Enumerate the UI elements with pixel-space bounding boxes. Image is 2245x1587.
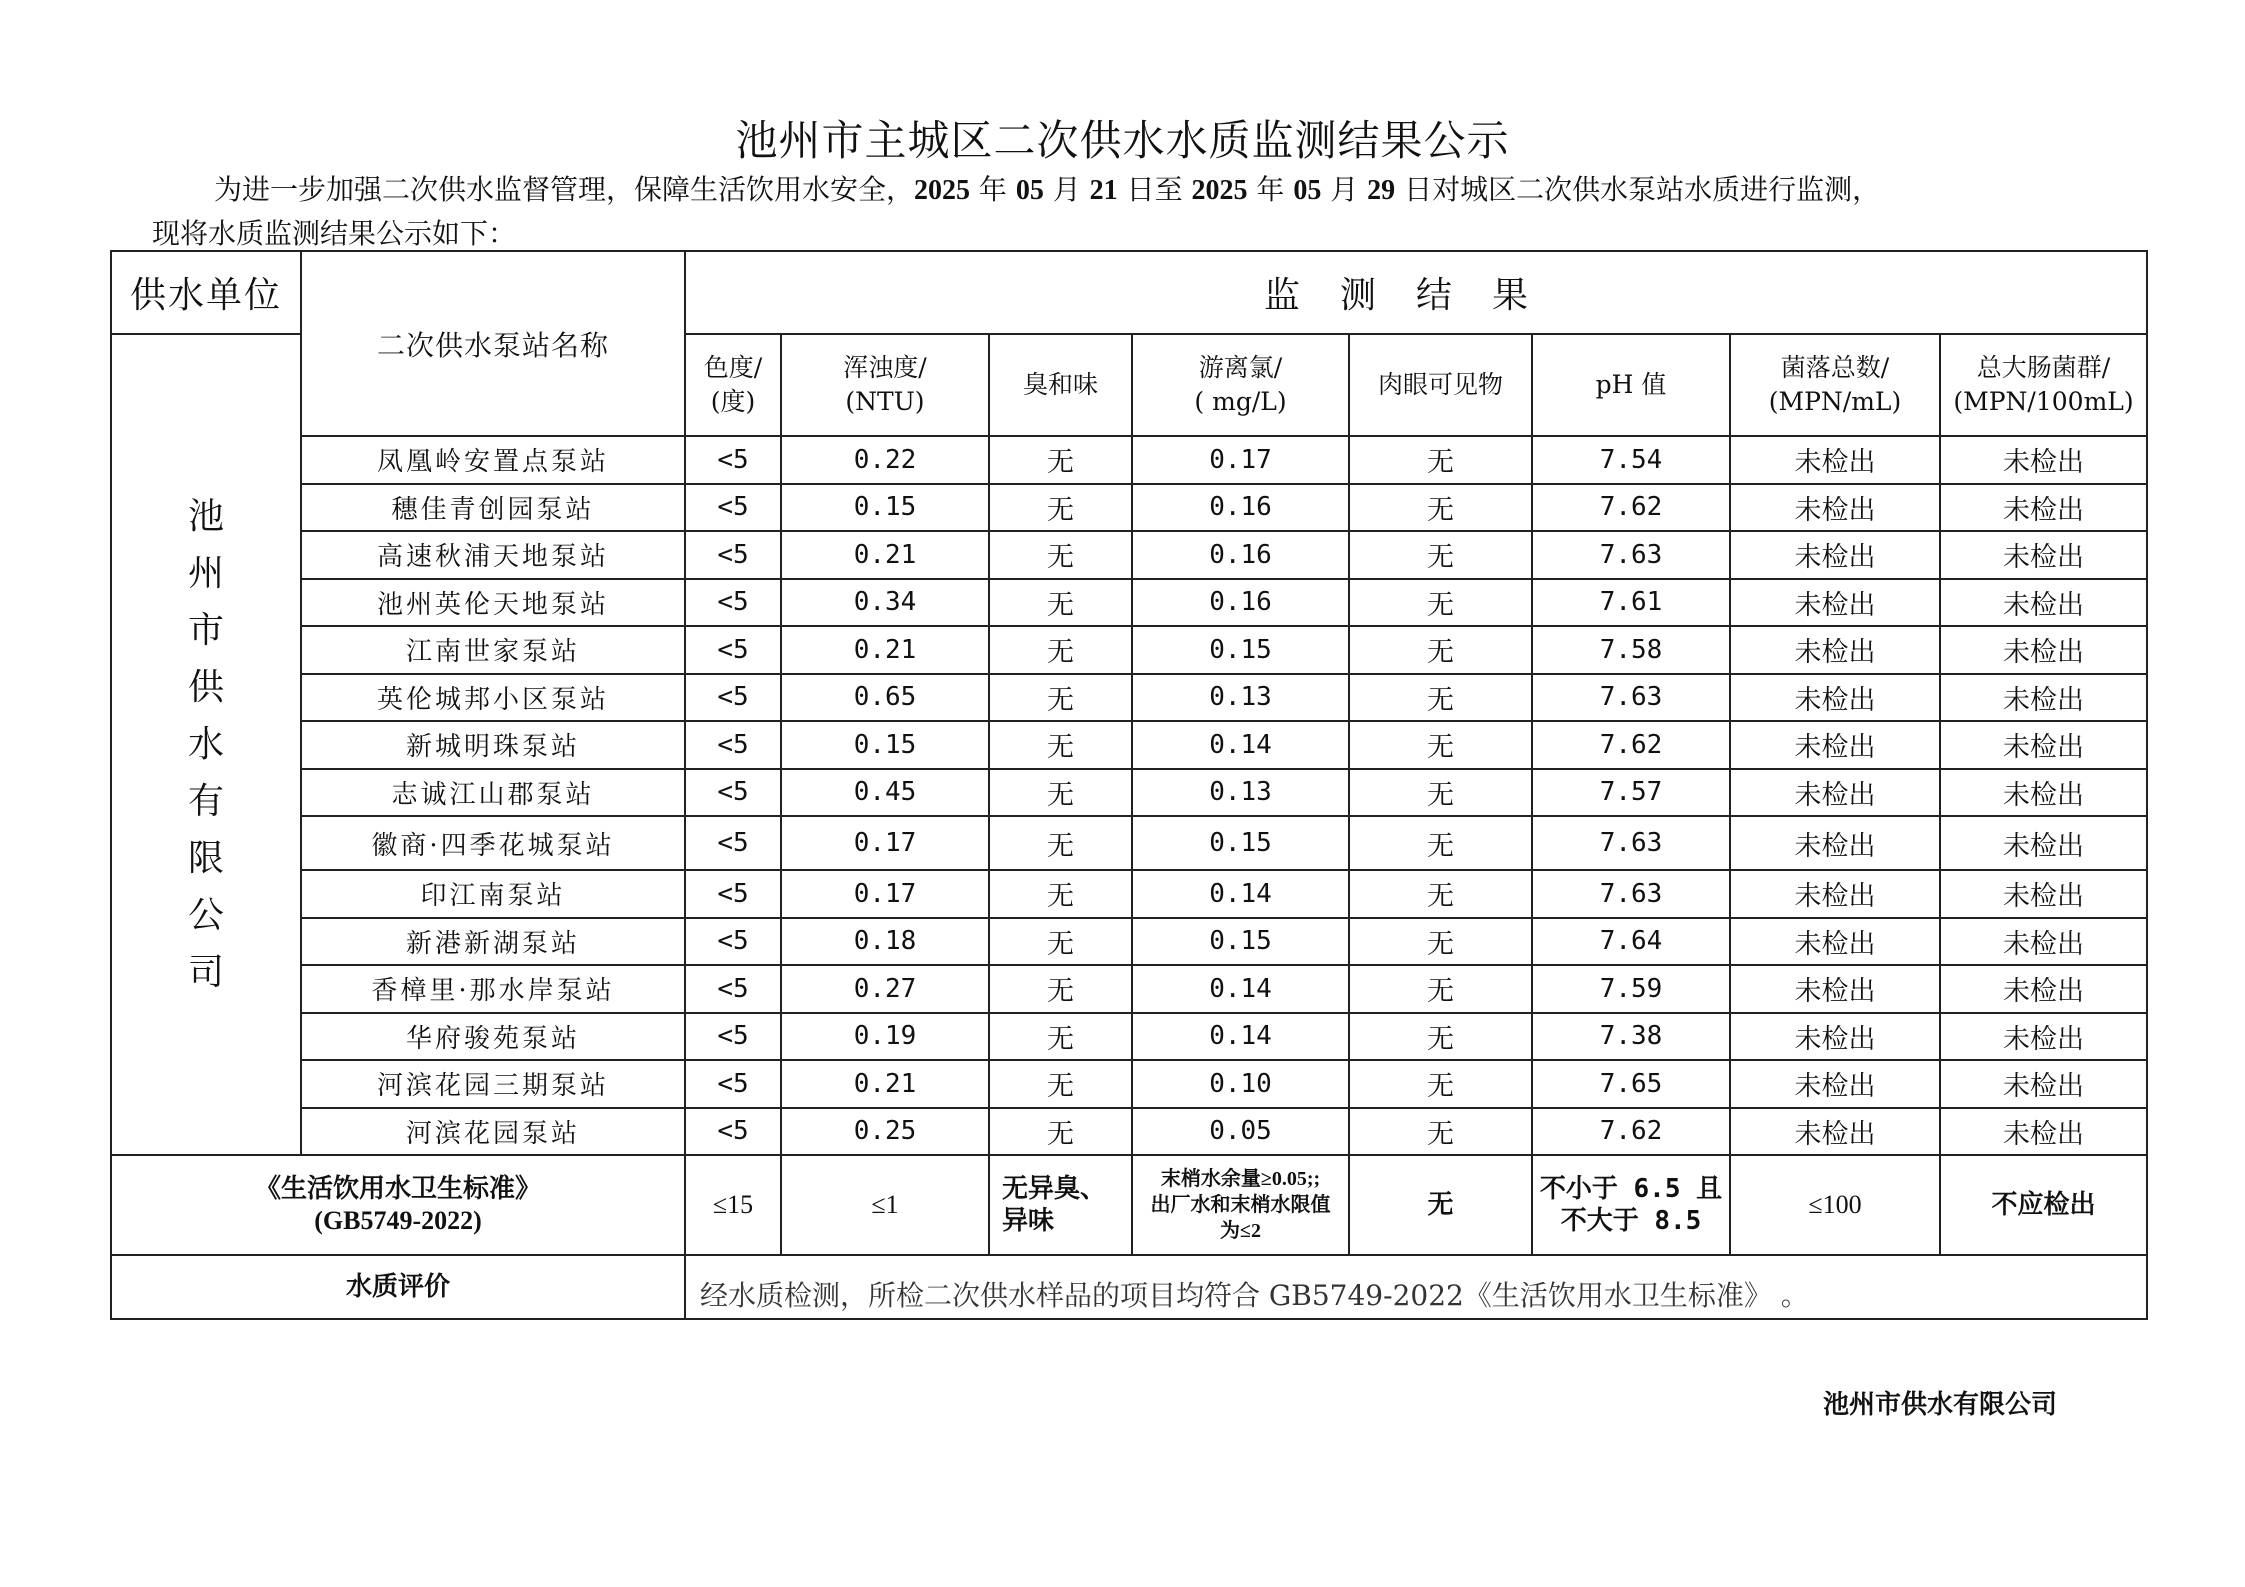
unit-name-char: 供 (187, 667, 224, 708)
cell-name: 河滨花园泵站 (301, 1108, 685, 1156)
cell-ph: 7.65 (1532, 1060, 1730, 1108)
evaluation-row (111, 1255, 2147, 1319)
table-row (111, 436, 2147, 484)
cell-odor: 无 (989, 579, 1132, 627)
cell-odor: 无 (989, 870, 1132, 918)
cell-coliform: 未检出 (1940, 674, 2147, 722)
cell-coliform: 未检出 (1940, 918, 2147, 966)
cell-turbidity: 0.27 (781, 965, 989, 1013)
cell-coliform: 未检出 (1940, 769, 2147, 817)
intro-text: 年 (1256, 173, 1285, 206)
cell-chlorine: 0.15 (1132, 626, 1349, 674)
table-row (111, 721, 2147, 769)
cell-bacteria: 未检出 (1730, 1013, 1940, 1061)
standard-color: ≤15 (685, 1155, 781, 1255)
table-row (111, 918, 2147, 966)
cell-name: 志诚江山郡泵站 (301, 769, 685, 817)
cell-chlorine: 0.16 (1132, 579, 1349, 627)
cell-coliform: 未检出 (1940, 721, 2147, 769)
standard-ph (1532, 1155, 1730, 1255)
intro-day-end: 29 (1367, 175, 1396, 206)
unit-name-char: 限 (187, 838, 224, 879)
cell-ph: 7.63 (1532, 531, 1730, 579)
cell-ph: 7.62 (1532, 484, 1730, 532)
standard-label-line-1: 《生活饮用水卫生标准》 (254, 1174, 541, 1203)
table-row (111, 1013, 2147, 1061)
standard-visible: 无 (1349, 1155, 1532, 1255)
column-header-line: 臭和味 (1022, 370, 1098, 399)
cell-chlorine: 0.05 (1132, 1108, 1349, 1156)
intro-text: 月 (1330, 173, 1359, 206)
cell-bacteria: 未检出 (1730, 816, 1940, 870)
cell-chlorine: 0.14 (1132, 721, 1349, 769)
cell-odor: 无 (989, 721, 1132, 769)
intro-text: 为进一步加强二次供水监督管理，保障生活饮用水安全， (214, 173, 915, 206)
standard-turbidity: ≤1 (781, 1155, 989, 1255)
cell-bacteria: 未检出 (1730, 1108, 1940, 1156)
column-header-line: (MPN/mL) (1768, 387, 1902, 416)
intro-text: 月 (1052, 173, 1081, 206)
cell-coliform: 未检出 (1940, 965, 2147, 1013)
cell-color: <5 (685, 674, 781, 722)
unit-name-cell (111, 334, 301, 1155)
column-header-line: 游离氯/ (1198, 353, 1283, 382)
cell-bacteria: 未检出 (1730, 965, 1940, 1013)
cell-ph: 7.62 (1532, 1108, 1730, 1156)
cell-odor: 无 (989, 436, 1132, 484)
column-header-line: 浑浊度/ (843, 353, 927, 382)
cell-coliform: 未检出 (1940, 1108, 2147, 1156)
cell-odor: 无 (989, 1108, 1132, 1156)
table-row (111, 579, 2147, 627)
cell-bacteria: 未检出 (1730, 721, 1940, 769)
cell-bacteria: 未检出 (1730, 484, 1940, 532)
cell-chlorine: 0.13 (1132, 674, 1349, 722)
cell-chlorine: 0.15 (1132, 816, 1349, 870)
cell-bacteria: 未检出 (1730, 579, 1940, 627)
cell-name: 香樟里·那水岸泵站 (301, 965, 685, 1013)
intro-text: 日至 (1126, 173, 1183, 206)
cell-coliform: 未检出 (1940, 436, 2147, 484)
cell-chlorine: 0.16 (1132, 531, 1349, 579)
cell-visible: 无 (1349, 1013, 1532, 1061)
unit-header: 供水单位 (111, 251, 301, 334)
cell-name: 英伦城邦小区泵站 (301, 674, 685, 722)
cell-turbidity: 0.18 (781, 918, 989, 966)
page-title: 池州市主城区二次供水水质监测结果公示 (735, 116, 1510, 165)
intro-text: 日对城区二次供水泵站水质进行监测， (1404, 173, 1881, 206)
cell-bacteria: 未检出 (1730, 1060, 1940, 1108)
issuer-signature: 池州市供水有限公司 (1823, 1390, 2058, 1419)
table-row (111, 674, 2147, 722)
table-row (111, 769, 2147, 817)
cell-turbidity: 0.45 (781, 769, 989, 817)
intro-month-start: 05 (1015, 175, 1044, 206)
intro-year-end: 2025 (1191, 175, 1248, 206)
column-header-line: 菌落总数/ (1780, 353, 1890, 382)
intro-month-end: 05 (1293, 175, 1322, 206)
column-header-line: 肉眼可见物 (1377, 370, 1503, 399)
cell-ph: 7.63 (1532, 870, 1730, 918)
cell-color: <5 (685, 531, 781, 579)
unit-name-vertical (186, 488, 226, 1001)
cell-odor: 无 (989, 484, 1132, 532)
cell-visible: 无 (1349, 1108, 1532, 1156)
cell-visible: 无 (1349, 965, 1532, 1013)
cell-odor: 无 (989, 1013, 1132, 1061)
table-row (111, 531, 2147, 579)
cell-ph: 7.59 (1532, 965, 1730, 1013)
standard-chlorine-line-2: 出厂水和末梢水限值 (1150, 1194, 1331, 1216)
cell-turbidity: 0.19 (781, 1013, 989, 1061)
cell-visible: 无 (1349, 870, 1532, 918)
column-header (1532, 334, 1730, 436)
cell-chlorine: 0.17 (1132, 436, 1349, 484)
cell-visible: 无 (1349, 816, 1532, 870)
cell-visible: 无 (1349, 436, 1532, 484)
cell-bacteria: 未检出 (1730, 436, 1940, 484)
column-header-line: pH 值 (1595, 370, 1667, 399)
cell-name: 新城明珠泵站 (301, 721, 685, 769)
cell-odor: 无 (989, 965, 1132, 1013)
cell-ph: 7.63 (1532, 816, 1730, 870)
cell-name: 池州英伦天地泵站 (301, 579, 685, 627)
column-header-line: 色度/ (703, 353, 763, 382)
column-header (781, 334, 989, 436)
cell-turbidity: 0.22 (781, 436, 989, 484)
column-header (1132, 334, 1349, 436)
cell-odor: 无 (989, 674, 1132, 722)
cell-visible: 无 (1349, 769, 1532, 817)
cell-turbidity: 0.25 (781, 1108, 989, 1156)
cell-coliform: 未检出 (1940, 1013, 2147, 1061)
cell-coliform: 未检出 (1940, 816, 2147, 870)
evaluation-label: 水质评价 (111, 1255, 685, 1319)
standard-ph-line-1: 不小于 6.5 且 (1539, 1174, 1723, 1204)
cell-ph: 7.54 (1532, 436, 1730, 484)
cell-odor: 无 (989, 816, 1132, 870)
cell-ph: 7.62 (1532, 721, 1730, 769)
cell-odor: 无 (989, 918, 1132, 966)
intro-line-2: 现将水质监测结果公示如下： (152, 217, 517, 250)
cell-name: 新港新湖泵站 (301, 918, 685, 966)
cell-visible: 无 (1349, 1060, 1532, 1108)
column-header (1349, 334, 1532, 436)
evaluation-text: 经水质检测，所检二次供水样品的项目均符合 GB5749-2022《生活饮用水卫生标准》 。 (685, 1255, 2147, 1319)
unit-name-char: 司 (187, 952, 224, 993)
cell-bacteria: 未检出 (1730, 626, 1940, 674)
cell-name: 凤凰岭安置点泵站 (301, 436, 685, 484)
cell-name: 河滨花园三期泵站 (301, 1060, 685, 1108)
cell-visible: 无 (1349, 918, 1532, 966)
unit-name-char: 水 (187, 724, 224, 765)
unit-name-char: 池 (187, 496, 224, 537)
cell-color: <5 (685, 769, 781, 817)
unit-name-char: 公 (187, 895, 224, 936)
cell-color: <5 (685, 1108, 781, 1156)
table-row (111, 1108, 2147, 1156)
standard-label-line-2: (GB5749-2022) (314, 1206, 482, 1235)
results-header: 监测结果 (685, 251, 2147, 334)
cell-bacteria: 未检出 (1730, 531, 1940, 579)
standard-odor-line-1: 无异臭、 (1002, 1174, 1107, 1203)
cell-name: 江南世家泵站 (301, 626, 685, 674)
cell-coliform: 未检出 (1940, 531, 2147, 579)
cell-ph: 7.64 (1532, 918, 1730, 966)
cell-name: 高速秋浦天地泵站 (301, 531, 685, 579)
cell-ph: 7.38 (1532, 1013, 1730, 1061)
column-header-line: (MPN/100mL) (1953, 387, 2134, 416)
table-row (111, 626, 2147, 674)
cell-ph: 7.58 (1532, 626, 1730, 674)
standard-odor-line-2: 异味 (1002, 1206, 1055, 1235)
cell-bacteria: 未检出 (1730, 918, 1940, 966)
standard-row (111, 1155, 2147, 1255)
standard-chlorine-line-3: 为≤2 (1220, 1220, 1261, 1242)
cell-visible: 无 (1349, 674, 1532, 722)
cell-color: <5 (685, 484, 781, 532)
intro-year-start: 2025 (914, 175, 971, 206)
table-row (111, 816, 2147, 870)
column-header (1940, 334, 2147, 436)
cell-coliform: 未检出 (1940, 626, 2147, 674)
cell-turbidity: 0.21 (781, 1060, 989, 1108)
cell-color: <5 (685, 816, 781, 870)
cell-bacteria: 未检出 (1730, 870, 1940, 918)
cell-ph: 7.57 (1532, 769, 1730, 817)
cell-turbidity: 0.15 (781, 484, 989, 532)
cell-turbidity: 0.17 (781, 870, 989, 918)
cell-name: 印江南泵站 (301, 870, 685, 918)
intro-text: 年 (978, 173, 1007, 206)
standard-odor (989, 1155, 1132, 1255)
cell-turbidity: 0.65 (781, 674, 989, 722)
cell-coliform: 未检出 (1940, 870, 2147, 918)
intro-day-start: 21 (1089, 175, 1118, 206)
column-header (989, 334, 1132, 436)
cell-turbidity: 0.21 (781, 531, 989, 579)
cell-visible: 无 (1349, 531, 1532, 579)
standard-coliform: 不应检出 (1940, 1155, 2147, 1255)
column-header-line: 总大肠菌群/ (1976, 353, 2111, 382)
table-row (111, 870, 2147, 918)
column-header (685, 334, 781, 436)
cell-turbidity: 0.21 (781, 626, 989, 674)
unit-name-char: 州 (187, 553, 224, 594)
cell-color: <5 (685, 965, 781, 1013)
cell-name: 徽商·四季花城泵站 (301, 816, 685, 870)
cell-turbidity: 0.17 (781, 816, 989, 870)
column-header (1730, 334, 1940, 436)
standard-chlorine-line-1: 末梢水余量≥0.05;; (1160, 1168, 1321, 1190)
table-row (111, 1060, 2147, 1108)
cell-odor: 无 (989, 626, 1132, 674)
cell-visible: 无 (1349, 626, 1532, 674)
standard-ph-line-2: 不大于 8.5 (1560, 1206, 1702, 1236)
table-row (111, 484, 2147, 532)
cell-chlorine: 0.14 (1132, 1013, 1349, 1061)
cell-coliform: 未检出 (1940, 484, 2147, 532)
cell-chlorine: 0.16 (1132, 484, 1349, 532)
cell-chlorine: 0.14 (1132, 870, 1349, 918)
cell-chlorine: 0.14 (1132, 965, 1349, 1013)
cell-color: <5 (685, 870, 781, 918)
cell-turbidity: 0.34 (781, 579, 989, 627)
cell-visible: 无 (1349, 484, 1532, 532)
cell-color: <5 (685, 1060, 781, 1108)
cell-chlorine: 0.10 (1132, 1060, 1349, 1108)
cell-color: <5 (685, 721, 781, 769)
column-header-line: (度) (710, 387, 756, 416)
unit-name-char: 市 (187, 610, 224, 651)
standard-bacteria: ≤100 (1730, 1155, 1940, 1255)
cell-visible: 无 (1349, 721, 1532, 769)
cell-chlorine: 0.13 (1132, 769, 1349, 817)
cell-color: <5 (685, 436, 781, 484)
standard-label (111, 1155, 685, 1255)
cell-odor: 无 (989, 531, 1132, 579)
cell-color: <5 (685, 626, 781, 674)
station-name-header: 二次供水泵站名称 (301, 251, 685, 436)
column-header-line: (NTU) (845, 387, 925, 416)
cell-ph: 7.63 (1532, 674, 1730, 722)
cell-coliform: 未检出 (1940, 1060, 2147, 1108)
cell-odor: 无 (989, 1060, 1132, 1108)
cell-visible: 无 (1349, 579, 1532, 627)
cell-name: 穗佳青创园泵站 (301, 484, 685, 532)
unit-name-char: 有 (187, 781, 224, 822)
cell-odor: 无 (989, 769, 1132, 817)
cell-color: <5 (685, 579, 781, 627)
cell-coliform: 未检出 (1940, 579, 2147, 627)
monitoring-table (110, 250, 2148, 1320)
standard-chlorine (1132, 1155, 1349, 1255)
intro-paragraph (152, 168, 2142, 255)
cell-color: <5 (685, 918, 781, 966)
cell-name: 华府骏苑泵站 (301, 1013, 685, 1061)
cell-turbidity: 0.15 (781, 721, 989, 769)
column-header-line: ( mg/L) (1194, 387, 1287, 416)
cell-bacteria: 未检出 (1730, 769, 1940, 817)
cell-ph: 7.61 (1532, 579, 1730, 627)
cell-chlorine: 0.15 (1132, 918, 1349, 966)
cell-bacteria: 未检出 (1730, 674, 1940, 722)
cell-color: <5 (685, 1013, 781, 1061)
table-row (111, 965, 2147, 1013)
